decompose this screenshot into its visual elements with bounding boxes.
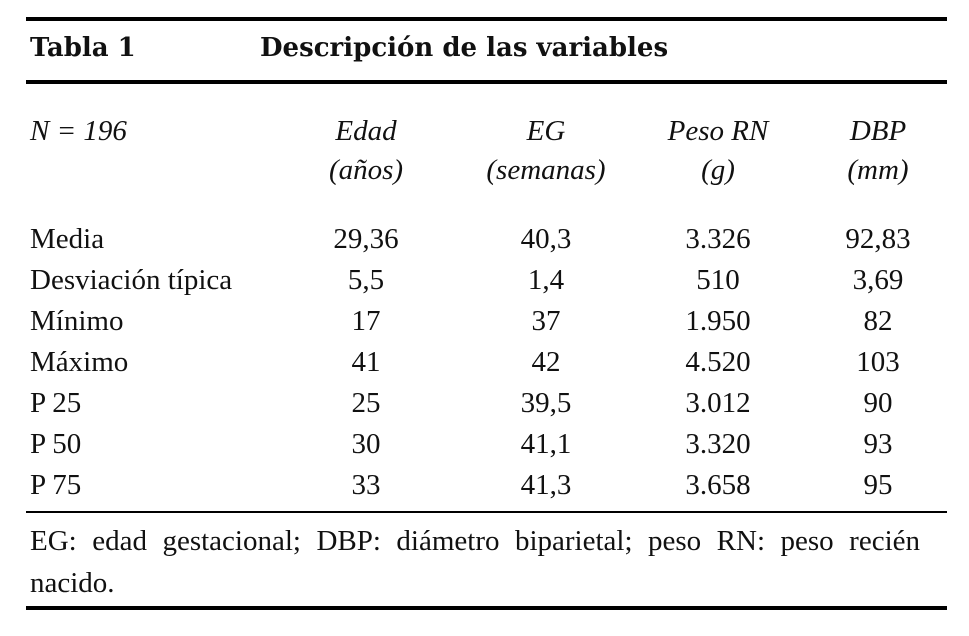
cell-edad: 5,5: [347, 264, 385, 296]
cell-peso-rn: 510: [696, 264, 740, 296]
cell-dbp: 90: [863, 387, 893, 419]
table-row: [0, 424, 969, 465]
cell-edad: 29,36: [333, 223, 399, 255]
cell-eg: 41,1: [520, 428, 572, 460]
bottom-rule: [26, 606, 947, 610]
header-rule: [26, 80, 947, 84]
cell-dbp: 82: [863, 305, 893, 337]
cell-peso-rn: 3.326: [685, 223, 751, 255]
row-label: Mínimo: [30, 305, 124, 337]
table-label: Tabla 1: [30, 33, 136, 63]
cell-edad: 30: [351, 428, 381, 460]
row-label: Media: [30, 223, 105, 255]
column-header-line2: (años): [328, 154, 404, 186]
column-header-line2: (g): [701, 154, 735, 186]
cell-eg: 37: [531, 305, 561, 337]
cell-peso-rn: 1.950: [685, 305, 751, 337]
cell-eg: 42: [531, 346, 561, 378]
table-row: [0, 342, 969, 383]
cell-edad: 41: [351, 346, 381, 378]
table-row: [0, 301, 969, 342]
table-body: [0, 219, 969, 506]
column-header-line1: Edad: [335, 115, 397, 147]
cell-eg: 41,3: [520, 469, 572, 501]
table-row: [0, 260, 969, 301]
cell-edad: 25: [351, 387, 381, 419]
cell-dbp: 93: [863, 428, 893, 460]
row-label: Desviación típica: [30, 264, 233, 296]
row-label: Máximo: [30, 346, 129, 378]
column-header-line1: Peso RN: [667, 115, 769, 147]
column-header-line1: DBP: [849, 115, 907, 147]
table-row: [0, 465, 969, 506]
cell-eg: 40,3: [520, 223, 572, 255]
cell-eg: 39,5: [520, 387, 572, 419]
column-header-line2: (semanas): [486, 154, 606, 186]
footnote-rule: [26, 511, 947, 513]
row-label: P 25: [30, 387, 82, 419]
sample-size: N = 196: [30, 115, 127, 147]
cell-edad: 17: [351, 305, 381, 337]
cell-peso-rn: 3.012: [685, 387, 751, 419]
column-header-edad: [266, 112, 466, 190]
cell-eg: 1,4: [527, 264, 565, 296]
column-header-line2: (mm): [847, 154, 909, 186]
top-rule: [26, 17, 947, 21]
column-header-eg: [446, 112, 646, 190]
table-title: Descripción de las variables: [260, 33, 669, 63]
cell-dbp: 92,83: [845, 223, 911, 255]
cell-dbp: 95: [863, 469, 893, 501]
row-label: P 75: [30, 469, 82, 501]
row-label: P 50: [30, 428, 82, 460]
cell-dbp: 3,69: [852, 264, 904, 296]
cell-peso-rn: 4.520: [685, 346, 751, 378]
table-row: [0, 383, 969, 424]
cell-dbp: 103: [856, 346, 900, 378]
table-footnote: EG: edad gestacional; DBP: diámetro biparietal; peso RN: peso recién nacido.: [30, 525, 920, 599]
column-header-line1: EG: [526, 115, 566, 147]
table-row: [0, 219, 969, 260]
cell-peso-rn: 3.658: [685, 469, 751, 501]
column-header-dbp: [778, 112, 969, 190]
cell-edad: 33: [351, 469, 381, 501]
cell-peso-rn: 3.320: [685, 428, 751, 460]
